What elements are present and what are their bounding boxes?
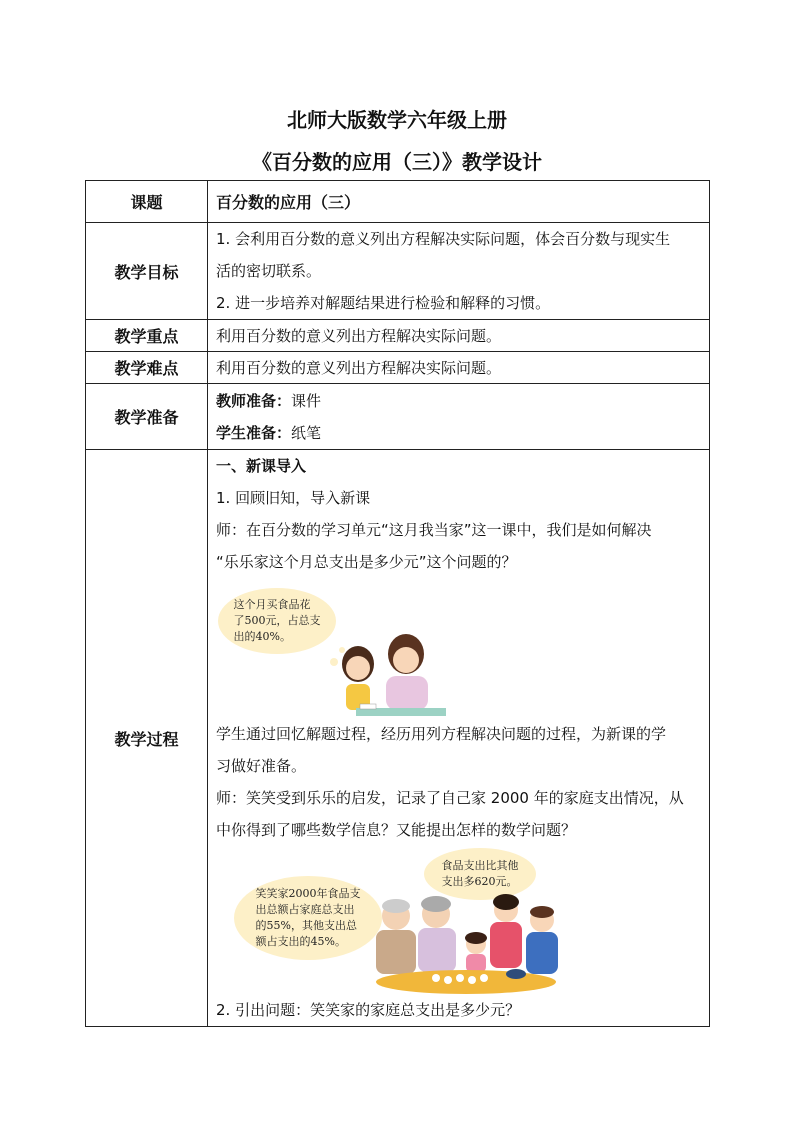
row-process [86,450,710,1027]
prep-label: 教学准备 [86,384,208,450]
goals-label: 教学目标 [86,223,208,320]
row-goals [86,223,710,320]
document-title: 北师大版数学六年级上册 [287,108,507,132]
prep-content [208,384,710,450]
row-topic [86,181,710,223]
difficulty-value: 利用百分数的意义列出方程解决实际问题。 [208,352,710,384]
paragraph-line: 学生通过回忆解题过程，经历用列方程解决问题的过程，为新课的学 [216,725,667,743]
paragraph-line: “乐乐家这个月总支出是多少元”这个问题的？ [216,553,517,571]
illustration-mother-daughter [216,578,701,718]
goal-line: 活的密切联系。 [216,262,322,280]
focus-value: 利用百分数的意义列出方程解决实际问题。 [208,320,710,352]
speech-bubble: 笑笑家2000年食品支 出总额占家庭总支出 的55%，其他支出总 额占支出的45%。 [234,876,382,960]
teacher-prep-value: 课件 [291,391,322,410]
goal-line: 2. 进一步培养对解题结果进行检验和解释的习惯。 [216,294,551,312]
illustration-family [216,846,701,994]
row-difficulty [86,352,710,384]
family-image [366,886,566,994]
topic-value: 百分数的应用（三） [208,181,710,223]
goal-line: 1. 会利用百分数的意义列出方程解决实际问题，体会百分数与现实生 [216,230,671,248]
goals-content [208,223,710,320]
document-subtitle: 《百分数的应用（三）》教学设计 [252,150,542,174]
student-prep-value: 纸笔 [291,423,322,442]
section-heading: 一、新课导入 [216,457,307,475]
process-label: 教学过程 [86,450,208,1027]
row-prep [86,384,710,450]
lesson-plan-table [85,180,710,1027]
process-content [208,450,710,1027]
speech-bubble: 这个月买食品花 了500元，占总支 出的40%。 [218,588,336,654]
difficulty-label: 教学难点 [86,352,208,384]
paragraph-line: 师：笑笑受到乐乐的启发，记录了自己家 2000 年的家庭支出情况，从 [216,789,684,807]
speech-bubble: 食品支出比其他 支出多620元。 [424,848,536,900]
step-heading: 2. 引出问题：笑笑家的家庭总支出是多少元？ [216,1001,521,1019]
topic-label: 课题 [86,181,208,223]
paragraph-line: 中你得到了哪些数学信息？又能提出怎样的数学问题？ [216,821,577,839]
focus-label: 教学重点 [86,320,208,352]
student-prep-label: 学生准备： [216,423,292,442]
step-heading: 1. 回顾旧知，导入新课 [216,489,371,507]
row-focus [86,320,710,352]
teacher-prep-label: 教师准备： [216,391,292,410]
paragraph-line: 习做好准备。 [216,757,307,775]
mother-daughter-image [316,626,446,718]
paragraph-line: 师：在百分数的学习单元“这月我当家”这一课中，我们是如何解决 [216,521,652,539]
